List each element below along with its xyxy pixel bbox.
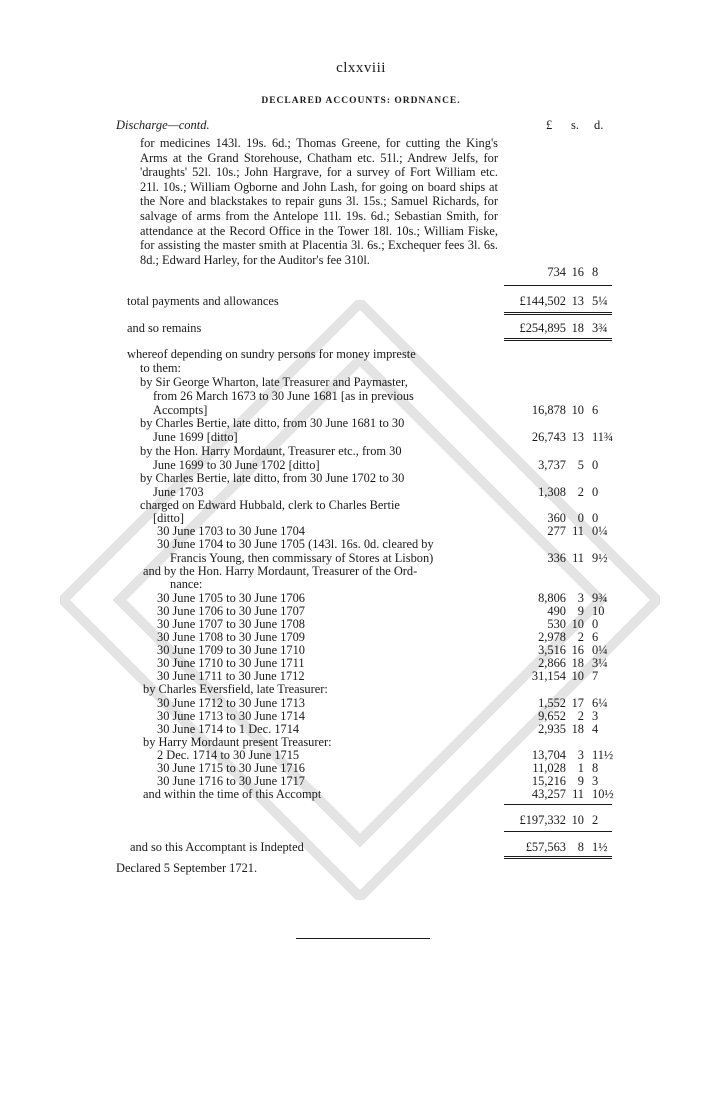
amount-pence: 11½ xyxy=(592,748,614,762)
rule-below-total-2 xyxy=(504,314,612,315)
amount-shillings: 9 xyxy=(577,604,584,618)
row-label: and within the time of this Accompt xyxy=(143,787,322,801)
amount-pounds: 336 xyxy=(547,551,566,565)
amount-shillings: 18 xyxy=(571,722,584,736)
row-label: 30 June 1716 to 30 June 1717 xyxy=(157,774,305,788)
row-label: 30 June 1704 to 30 June 1705 (143l. 16s. 0d. cleared by xyxy=(157,537,434,551)
account-row-wharton2 xyxy=(0,389,722,404)
row-label: and so this Accomptant is Indepted xyxy=(130,840,304,854)
amount-pence: 0¼ xyxy=(592,524,608,538)
row-label: to them: xyxy=(140,361,181,375)
amount-pounds: 16,878 xyxy=(531,403,566,417)
amount-pounds: 8,806 xyxy=(538,591,566,605)
amount-shillings: 13 xyxy=(571,430,584,444)
amount-pounds: 15,216 xyxy=(531,774,566,788)
amount-pence: 0 xyxy=(592,511,599,525)
amount-pence: 6 xyxy=(592,630,599,644)
row-label: 30 June 1707 to 30 June 1708 xyxy=(157,617,305,631)
rule-above-subtotal xyxy=(504,804,612,805)
amount-pounds: 1,552 xyxy=(538,696,566,710)
amount-shillings: 10 xyxy=(571,403,584,417)
account-row-wharton1 xyxy=(0,375,722,390)
amount-pence: 2 xyxy=(592,813,599,827)
row-label: 30 June 1705 to 30 June 1706 xyxy=(157,591,305,605)
amount-pence: 3¾ xyxy=(592,321,608,335)
row-label: 30 June 1710 to 30 June 1711 xyxy=(157,656,305,670)
amount-pounds: 3,737 xyxy=(538,458,566,472)
amount-pounds: 734 xyxy=(547,265,566,279)
row-label: 30 June 1714 to 1 Dec. 1714 xyxy=(157,722,300,736)
row-label: 30 June 1706 to 30 June 1707 xyxy=(157,604,305,618)
row-label: whereof depending on sundry persons for money impreste xyxy=(127,347,416,361)
amount-pence: 9½ xyxy=(592,551,608,565)
amount-shillings: 9 xyxy=(577,774,584,788)
shillings-column-head: s. xyxy=(571,118,579,132)
account-row-indepted xyxy=(0,840,722,855)
amount-pence: 0 xyxy=(592,485,599,499)
amount-pence: 0 xyxy=(592,458,599,472)
amount-pounds: 530 xyxy=(547,617,566,631)
row-label: charged on Edward Hubbald, clerk to Charles Bertie xyxy=(140,498,400,512)
amount-shillings: 0 xyxy=(577,511,584,525)
row-label: Francis Young, then commissary of Stores at Lisbon) xyxy=(170,551,434,565)
amount-pence: 6¼ xyxy=(592,696,608,710)
account-row-bertie2 xyxy=(0,430,722,445)
row-label: by Charles Bertie, late ditto, from 30 June 1681 to 30 xyxy=(140,416,405,430)
amount-pence: 11¾ xyxy=(592,430,614,444)
account-row-total xyxy=(0,294,722,309)
rule-below-remains-2 xyxy=(504,340,612,341)
account-row-mordaunt4 xyxy=(0,577,722,592)
account-row-y1704a xyxy=(0,537,722,552)
amount-pence: 9¾ xyxy=(592,591,608,605)
footer-rule xyxy=(296,938,430,939)
pence-column-head: d. xyxy=(594,118,604,132)
amount-pence: 5¼ xyxy=(592,294,608,308)
row-label: 30 June 1708 to 30 June 1709 xyxy=(157,630,305,644)
amount-pence: 10 xyxy=(592,604,605,618)
account-row-whereof2 xyxy=(0,361,722,376)
amount-shillings: 5 xyxy=(577,458,584,472)
amount-shillings: 3 xyxy=(577,591,584,605)
rule-below-subtotal xyxy=(504,831,612,832)
amount-shillings: 11 xyxy=(572,524,584,538)
amount-pence: 7 xyxy=(592,669,599,683)
account-row-within xyxy=(0,787,722,802)
row-label: and so remains xyxy=(127,321,202,335)
amount-shillings: 18 xyxy=(571,321,584,335)
column-header-row xyxy=(116,118,616,134)
amount-pounds: 277 xyxy=(547,524,566,538)
amount-pounds: 1,308 xyxy=(538,485,566,499)
amount-pounds: 2,978 xyxy=(538,630,566,644)
amount-pence: 1½ xyxy=(592,840,608,854)
amount-pence: 8 xyxy=(592,761,599,775)
amount-pence: 3¼ xyxy=(592,656,608,670)
page-number: clxxviii xyxy=(336,60,386,76)
amount-pounds: 2,866 xyxy=(538,656,566,670)
amount-pounds: £254,895 xyxy=(519,321,566,335)
amount-pounds: 490 xyxy=(547,604,566,618)
rule-below-indepted xyxy=(504,856,612,857)
amount-pounds: 2,935 xyxy=(538,722,566,736)
account-row-subtotal xyxy=(0,813,722,828)
amount-pence: 3 xyxy=(592,709,599,723)
amount-shillings: 10 xyxy=(571,617,584,631)
amount-shillings: 11 xyxy=(572,551,584,565)
amount-shillings: 3 xyxy=(577,748,584,762)
amount-shillings: 13 xyxy=(571,294,584,308)
account-row-eversfield xyxy=(0,682,722,697)
row-label: by the Hon. Harry Mordaunt, Treasurer etc., from 30 xyxy=(140,444,402,458)
row-label: Accompts] xyxy=(153,403,208,417)
amount-shillings: 10 xyxy=(571,813,584,827)
row-label: 30 June 1712 to 30 June 1713 xyxy=(157,696,305,710)
row-label: by Charles Bertie, late ditto, from 30 June 1702 to 30 xyxy=(140,471,405,485)
row-label: by Charles Eversfield, late Treasurer: xyxy=(143,682,328,696)
amount-shillings: 2 xyxy=(577,709,584,723)
row-label: [ditto] xyxy=(153,511,184,525)
rule-below-remains xyxy=(504,338,612,339)
intro-amount-row xyxy=(0,265,722,280)
account-row-bertie1 xyxy=(0,416,722,431)
row-label: total payments and allowances xyxy=(127,294,279,308)
amount-shillings: 2 xyxy=(577,485,584,499)
intro-paragraph: for medicines 143l. 19s. 6d.; Thomas Greene, for cutting the King's Arms at the Grand Storehouse, Chatham etc. 51l.; Andrew Jelfs, for 'draughts' 52l. 10s.; John Hargrave, for a survey of Fort William etc. 21l. 10s.; William Ogborne and John Lash, for going on board ships at the Nore and blackstakes to repair guns 3l. 15s.; Samuel Richards, for salvage of arms from the Antelope 11l. 19s. 6d.; Sebastian Smith, for attendance at the Record Office in the Tower 18l. 10s.; William Fiske, for assisting the master smith at Placentia 3l. 6s.; Exchequer fees 3l. 6s. 8d.; Edward Harley, for the Auditor's fee 310l. xyxy=(140,136,498,267)
account-row-remains xyxy=(0,321,722,336)
amount-pounds: 9,652 xyxy=(538,709,566,723)
amount-pence: 0 xyxy=(592,617,599,631)
amount-pounds: 3,516 xyxy=(538,643,566,657)
amount-pounds: 13,704 xyxy=(531,748,566,762)
amount-pounds: £57,563 xyxy=(525,840,566,854)
account-row-whereof xyxy=(0,347,722,362)
row-label: 2 Dec. 1714 to 30 June 1715 xyxy=(157,748,300,762)
amount-pounds: 11,028 xyxy=(532,761,566,775)
amount-pounds: 360 xyxy=(547,511,566,525)
row-label: June 1699 [ditto] xyxy=(153,430,238,444)
amount-pence: 6 xyxy=(592,403,599,417)
pounds-column-head: £ xyxy=(546,118,553,132)
amount-pounds: £197,332 xyxy=(519,813,566,827)
declared-date: Declared 5 September 1721. xyxy=(116,861,258,875)
amount-pence: 8 xyxy=(592,265,599,279)
amount-pounds: 31,154 xyxy=(531,669,566,683)
amount-shillings: 10 xyxy=(571,669,584,683)
amount-pounds: £144,502 xyxy=(519,294,566,308)
amount-shillings: 17 xyxy=(571,696,584,710)
row-label: nance: xyxy=(170,577,203,591)
account-row-bertie3 xyxy=(0,471,722,486)
row-label: June 1703 xyxy=(153,485,204,499)
row-label: by Harry Mordaunt present Treasurer: xyxy=(143,735,332,749)
row-label: 30 June 1711 to 30 June 1712 xyxy=(157,669,305,683)
rule-below-indepted-2 xyxy=(504,858,612,859)
amount-pence: 0¼ xyxy=(592,643,608,657)
row-label: June 1699 to 30 June 1702 [ditto] xyxy=(153,458,320,472)
amount-pence: 3 xyxy=(592,774,599,788)
amount-shillings: 8 xyxy=(577,840,584,854)
amount-shillings: 16 xyxy=(571,265,584,279)
amount-pence: 10½ xyxy=(592,787,614,801)
amount-shillings: 18 xyxy=(571,656,584,670)
amount-shillings: 1 xyxy=(577,761,584,775)
row-label: 30 June 1715 to 30 June 1716 xyxy=(157,761,305,775)
amount-shillings: 16 xyxy=(571,643,584,657)
amount-pounds: 43,257 xyxy=(531,787,566,801)
row-label: 30 June 1713 to 30 June 1714 xyxy=(157,709,305,723)
amount-shillings: 11 xyxy=(572,787,584,801)
rule-below-total xyxy=(504,312,612,313)
account-row-mordaunt1 xyxy=(0,444,722,459)
row-label: and by the Hon. Harry Mordaunt, Treasurer of the Ord- xyxy=(143,564,418,578)
amount-pounds: 26,743 xyxy=(531,430,566,444)
row-label: from 26 March 1673 to 30 June 1681 [as in previous xyxy=(153,389,414,403)
running-head: DECLARED ACCOUNTS: ORDNANCE. xyxy=(261,96,461,106)
row-label: 30 June 1709 to 30 June 1710 xyxy=(157,643,305,657)
row-label: by Sir George Wharton, late Treasurer and Paymaster, xyxy=(140,375,408,389)
amount-shillings: 2 xyxy=(577,630,584,644)
amount-pence: 4 xyxy=(592,722,599,736)
row-label: 30 June 1703 to 30 June 1704 xyxy=(157,524,305,538)
discharge-label: Discharge—contd. xyxy=(116,118,210,132)
rule-above-total xyxy=(504,285,612,286)
